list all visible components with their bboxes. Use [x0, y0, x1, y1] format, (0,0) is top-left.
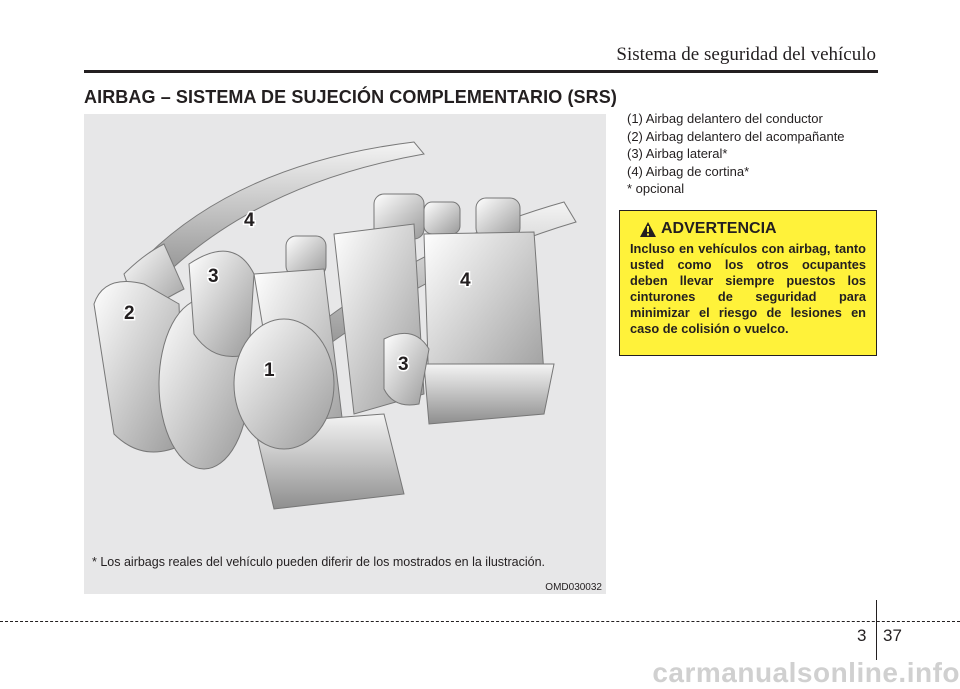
header-rule [84, 70, 878, 73]
section-title: AIRBAG – SISTEMA DE SUJECIÓN COMPLEMENTARIO (SRS) [84, 87, 617, 107]
label-curtain-right: 4 [460, 270, 471, 291]
footer-rule [0, 621, 960, 622]
label-side-right: 3 [398, 354, 409, 375]
warning-text: Incluso en vehículos con airbag, tanto usted como los otros ocupantes deben llevar siempre puestos los cinturones de seguridad para minimizar el riesgo de lesiones en caso de colisión o vuelco. [630, 241, 866, 336]
chapter-number: 3 [857, 626, 867, 645]
rear-seat-cushion [424, 364, 554, 424]
legend-item: (1) Airbag delantero del conductor [627, 111, 823, 126]
page-number: 37 [883, 626, 902, 645]
rear-headrest-2 [424, 202, 460, 234]
page-number-separator [876, 600, 877, 660]
figure-caption: * Los airbags reales del vehículo pueden diferir de los mostrados en la ilustración. [92, 555, 546, 569]
watermark: carmanualsonline.info [652, 657, 960, 688]
airbag-illustration [84, 114, 606, 594]
label-driver-front: 1 [264, 360, 275, 381]
legend-item: * opcional [627, 181, 685, 197]
warning-triangle-icon [640, 222, 656, 237]
label-curtain-left: 4 [244, 210, 255, 231]
warning-header [640, 220, 777, 238]
figure-code: OMD030032 [545, 582, 602, 593]
airbag-legend [627, 110, 845, 198]
airbag-illustration-drawing [84, 114, 606, 594]
driver-front-airbag [234, 319, 334, 449]
legend-item: (3) Airbag lateral* [627, 146, 728, 162]
label-passenger-front: 2 [124, 303, 135, 324]
side-airbag-left [189, 251, 254, 356]
legend-item: (4) Airbag de cortina* [627, 163, 750, 179]
legend-item: (2) Airbag delantero del acompañante [627, 128, 845, 144]
warning-box [619, 210, 877, 356]
warning-title: ADVERTENCIA [661, 220, 777, 237]
label-side-left: 3 [208, 266, 219, 287]
page-header-title: Sistema de seguridad del vehículo [616, 44, 876, 65]
